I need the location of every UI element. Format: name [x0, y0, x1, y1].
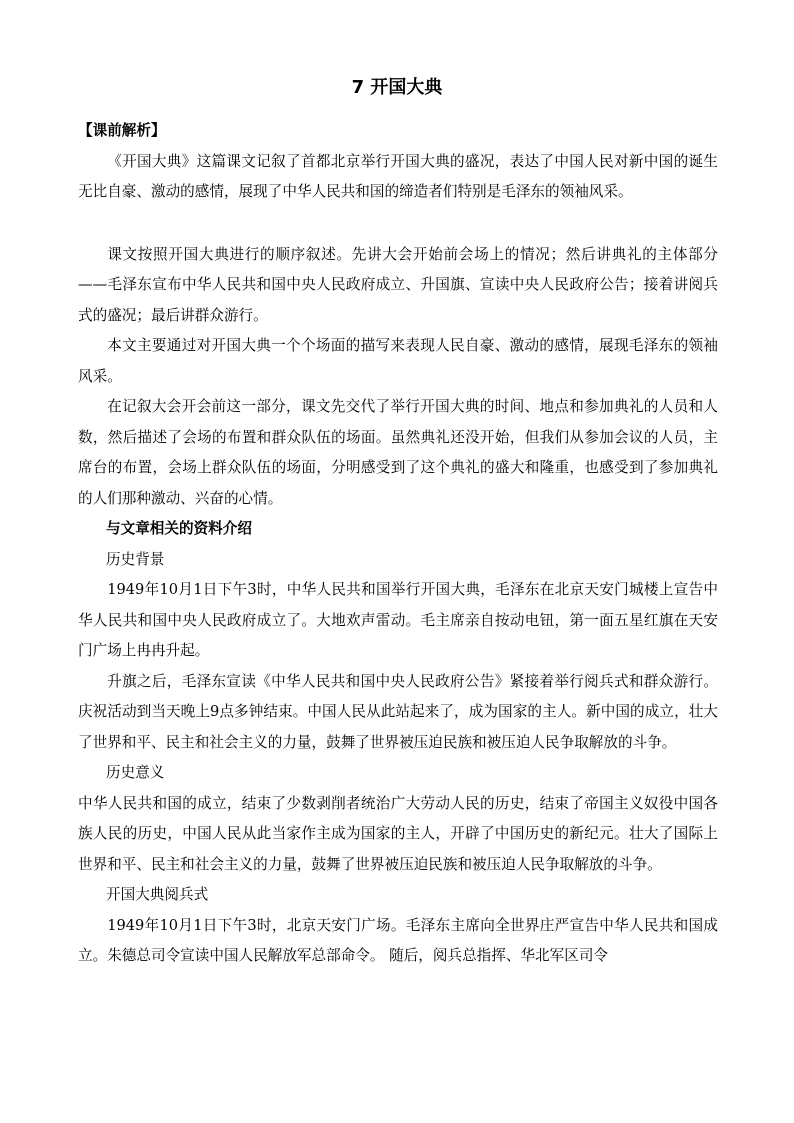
background-paragraph-1: 1949年10月1日下午3时，中华人民共和国举行开国大典，毛泽东在北京天安门城楼上宣告中华人民共和国中央人民政府成立了。大地欢声雷动。毛主席亲自按动电钮，第一面五星红旗在天安门广场上冉冉升起。 [78, 581, 718, 659]
paragraph-theme: 本文主要通过对开国大典一个个场面的描写来表现人民自豪、激动的感情，展现毛泽东的领袖风采。 [78, 337, 718, 385]
paragraph-gap [78, 208, 718, 240]
significance-heading: 历史意义 [106, 764, 165, 781]
paragraph-before: 在记叙大会开会前这一部分，课文先交代了举行开国大典的时间、地点和参加典礼的人员和人数，然后描述了会场的布置和群众队伍的场面。虽然典礼还没开始，但我们从参加会议的人员，主席台的布置，会场上群众队伍的场面，分明感受到了这个典礼的盛大和隆重，也感受到了参加典礼的人们那种激动、兴奋的心情。 [78, 398, 718, 507]
document-body [78, 116, 718, 972]
paragraph-intro: 《开国大典》这篇课文记叙了首都北京举行开国大典的盛况，表达了中国人民对新中国的诞生无比自豪、激动的感情，展现了中华人民共和国的缔造者们特别是毛泽东的领袖风采。 [78, 152, 718, 200]
paragraph-order: 课文按照开国大典进行的顺序叙述。先讲大会开始前会场上的情况；然后讲典礼的主体部分——毛泽东宣布中华人民共和国中央人民政府成立、升国旗、宣读中央人民政府公告；接着讲阅兵式的盛况；最后讲群众游行。 [78, 245, 718, 324]
document-title: 7 开国大典 [351, 77, 443, 98]
significance-paragraph: 中华人民共和国的成立，结束了少数剥削者统治广大劳动人民的历史，结束了帝国主义奴役中国各族人民的历史，中国人民从此当家作主成为国家的主人，开辟了中国历史的新纪元。壮大了国际上世界和平、民主和社会主义的力量，鼓舞了世界被压迫民族和被压迫人民争取解放的斗争。 [78, 794, 718, 873]
parade-heading: 开国大典阅兵式 [106, 886, 209, 903]
background-heading: 历史背景 [106, 550, 165, 568]
materials-heading: 与文章相关的资料介绍 [106, 520, 252, 537]
parade-paragraph: 1949年10月1日下午3时，北京天安门广场。毛泽东主席向全世界庄严宣告中华人民共和国成立。朱德总司令宣读中国人民解放军总部命令。 随后，阅兵总指挥、华北军区司令 [78, 916, 718, 964]
background-paragraph-2: 升旗之后，毛泽东宣读《中华人民共和国中央人民政府公告》紧接着举行阅兵式和群众游行。庆祝活动到当天晚上9点多钟结束。中国人民从此站起来了，成为国家的主人。新中国的成立，壮大了世界和平、民主和社会主义的力量，鼓舞了世界被压迫民族和被压迫人民争取解放的斗争。 [78, 672, 718, 751]
section-label: 【课前解析】 [78, 122, 166, 139]
